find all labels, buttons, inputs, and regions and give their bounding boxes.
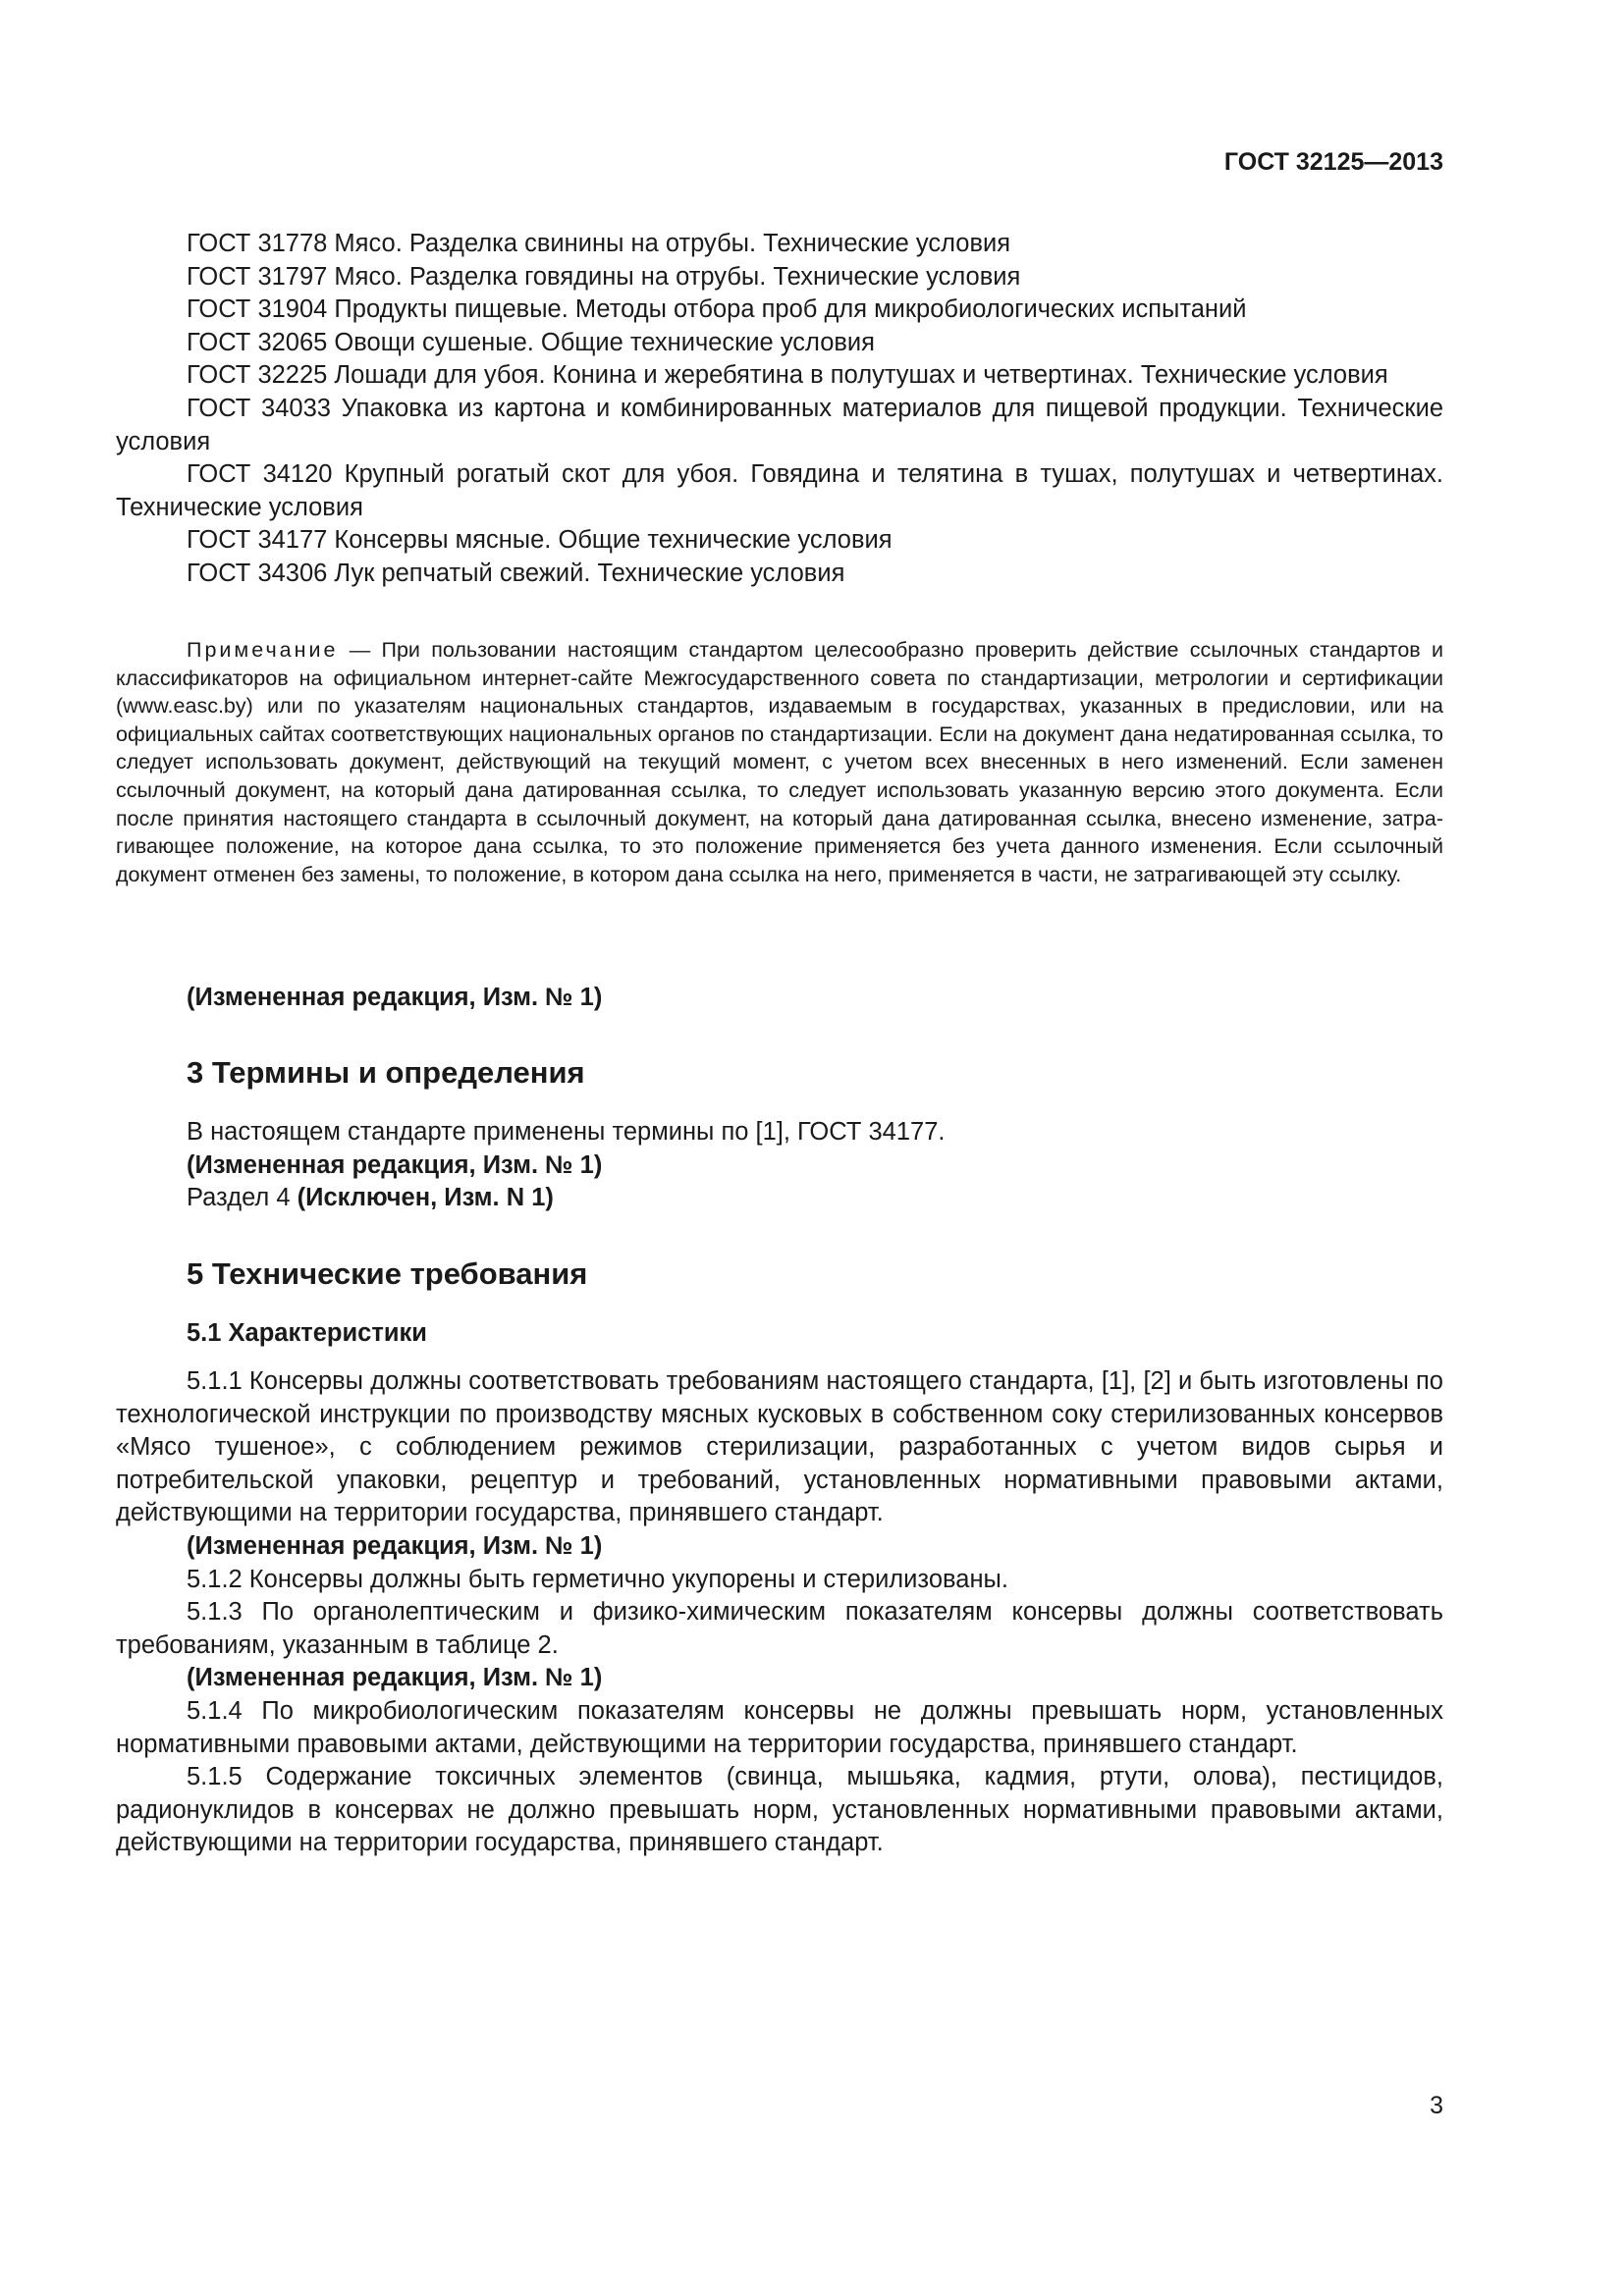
section-4-prefix: Раздел 4 (187, 1184, 291, 1212)
document-code: ГОСТ 32125—2013 (1223, 148, 1443, 176)
note-label: Примечание (187, 638, 339, 662)
section-5-body (116, 1365, 1443, 1860)
clause-5-1-1: 5.1.1 Консервы должны соответствовать требованиям настоящего стандарта, [1], [2] и быть изготовлены по технологической инструкции по производству мясных кусковых в собственном соку стерилизованных консервов «Мясо тушеное», с соблюдением режимов стерилизации, разработанных с учетом видов сырья и потребительской упаковки, рецептур и требований, установленных нормативными правовыми актами, действующими на территории государства, принявшего стандарт. (116, 1367, 1443, 1527)
reference-item: ГОСТ 34177 Консервы мясные. Общие технические условия (187, 526, 893, 555)
clause-5-1-3: 5.1.3 По органолептическим и физико-химическим показателям консервы должны соответствовать требованиям, указанным в таблице 2. (116, 1598, 1443, 1659)
reference-item: ГОСТ 34033 Упаковка из картона и комбинированных материалов для пищевой продукции. Технические условия (116, 394, 1443, 455)
reference-item: ГОСТ 32065 Овощи сушеные. Общие технические условия (187, 328, 875, 356)
section-4-status: (Исключен, Изм. N 1) (297, 1184, 554, 1212)
section-4-excluded (116, 1182, 1443, 1215)
reference-item: ГОСТ 31904 Продукты пищевые. Методы отбора проб для микробиологических испытаний (187, 295, 1247, 324)
reference-item: ГОСТ 34120 Крупный рогатый скот для убоя. Говядина и телятина в тушах, полутушах и четвертинах. Технические условия (116, 460, 1443, 521)
subsection-5-1 (116, 1317, 1443, 1351)
section-title: 5 Технические требования (187, 1256, 588, 1291)
section-3-body (116, 1116, 1443, 1215)
subsection-title: 5.1 Характеристики (187, 1319, 427, 1347)
amendment-label: (Измененная редакция, Изм. № 1) (187, 1150, 603, 1179)
clause-5-1-2: 5.1.2 Консервы должны быть герметично укупорены и стерилизованы. (187, 1565, 1008, 1593)
section-3-text: В настоящем стандарте применены термины по [1], ГОСТ 34177. (187, 1118, 946, 1146)
amendment-label: (Измененная редакция, Изм. № 1) (187, 1531, 603, 1560)
amendment-note (116, 982, 1443, 1015)
section-5 (116, 1255, 1443, 1293)
reference-item: ГОСТ 31797 Мясо. Разделка говядины на отрубы. Технические условия (187, 262, 1021, 291)
page-number: 3 (1430, 2092, 1443, 2119)
amendment-label: (Измененная редакция, Изм. № 1) (187, 1664, 603, 1692)
clause-5-1-5: 5.1.5 Содержание токсичных элементов (свинца, мышьяка, кадмия, ртути, олова), пестицидов, радионуклидов в консервах не должно превышать норм, установленных нормативными правовыми актами, действующими на территории государства, принявшего стандарт. (116, 1763, 1443, 1857)
reference-item: ГОСТ 34306 Лук репчатый свежий. Технические условия (187, 559, 845, 587)
normative-references-list (116, 228, 1443, 591)
clause-5-1-4: 5.1.4 По микробиологическим показателям консервы не должны превышать норм, установленных нормативными правовыми актами, действующими на территории государства, принявшего стандарт. (116, 1696, 1443, 1758)
reference-item: ГОСТ 32225 Лошади для убоя. Конина и жеребятина в полутушах и четвертинах. Технические условия (187, 361, 1388, 390)
reference-item: ГОСТ 31778 Мясо. Разделка свинины на отрубы. Технические условия (187, 230, 1011, 257)
amendment-label: (Измененная редакция, Изм. № 1) (187, 984, 603, 1011)
section-title: 3 Термины и определения (187, 1055, 585, 1090)
note-text: — При пользовании настоящим стандартом целесообразно проверить действие ссылочных стандартов и классификаторов на официальном интернет-сайте Межгосударственного совета по стандартизации, метрологии и сертификации (www.easc.by) или по указателям национальных стандартов, издаваемым в государствах, указанных в предисловии, или на официальных сайтах соответствующих национальных органов по стандартизации. Если на документ дана недатированная ссылка, то следует использовать документ, действующий на текущий момент, с учетом всех внесенных в него изменений. Если заменен ссылочный документ, на который дана датированная ссылка, то следует использовать указанную версию этого документа. Если после принятия настоящего стандарта в ссылочный документ, на который дана датированная ссылка, внесено изменение, затрагивающее положение, на которое дана ссылка, то это положение применяется без учета данного изменения. Если ссылочный документ отменен без замены, то положение, в котором дана ссылка на него, применяется в части, не затрагивающей эту ссылку. (116, 638, 1443, 886)
reference-note (116, 636, 1443, 888)
section-3 (116, 1054, 1443, 1092)
